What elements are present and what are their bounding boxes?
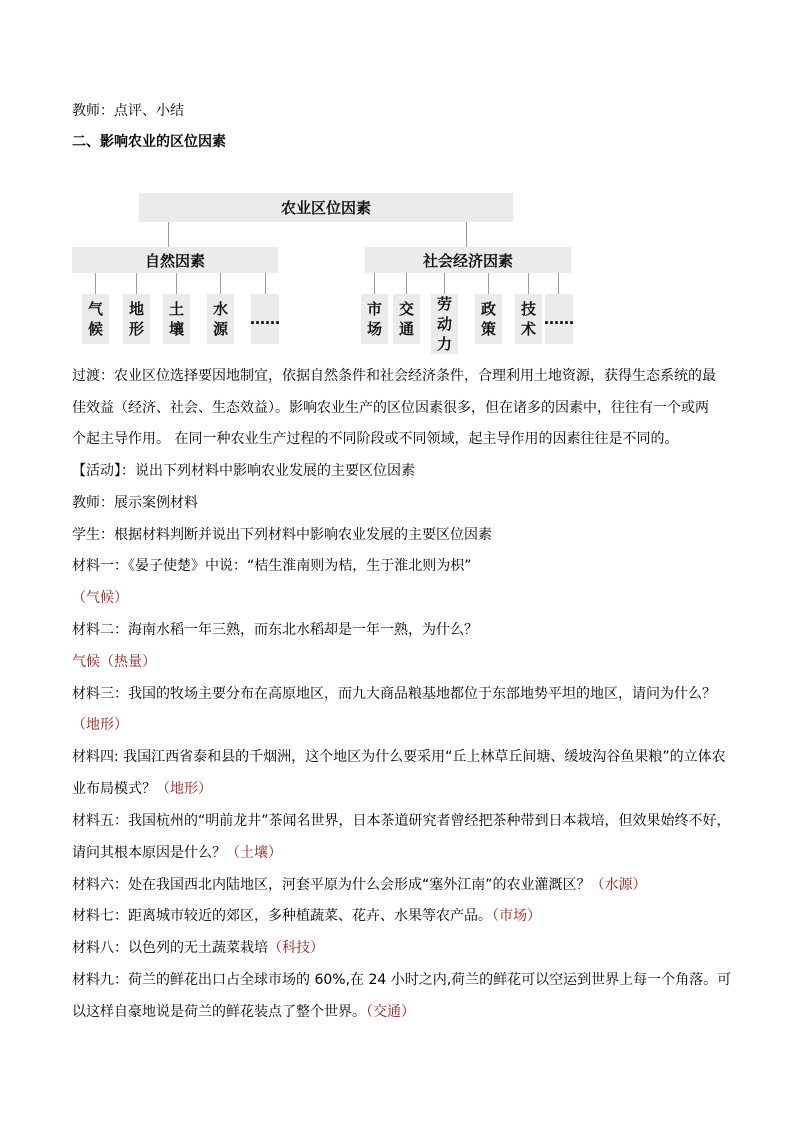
transition-line-1: 过渡：农业区位选择要因地制宜，依据自然条件和社会经济条件，合理利用土地资源，获得生态系统的最: [72, 368, 716, 384]
connector-line: [444, 273, 445, 294]
material-9-line-2: [72, 1002, 415, 1022]
connector-line: [558, 273, 559, 294]
teacher-comment-line: 教师：点评、小结: [72, 103, 184, 119]
material-8-text: 材料八：以色列的无土蔬菜栽培: [72, 940, 268, 956]
material-5-line-2: [72, 843, 282, 863]
material-6: [72, 875, 647, 895]
material-7: [72, 906, 541, 926]
material-4-answer: （地形）: [156, 781, 212, 797]
connector-line: [95, 273, 96, 294]
natural-item-more: ……: [251, 294, 279, 344]
material-9-text: 以这样自豪地说是荷兰的鲜花装点了整个世界。: [72, 1004, 366, 1020]
connector-line: [374, 273, 375, 294]
material-7-answer: （市场）: [492, 908, 541, 924]
material-1: 材料一：《晏子使楚》中说：“桔生淮南则为桔，生于淮北则为枳”: [72, 558, 472, 574]
social-item-transport: 交 通: [393, 294, 420, 344]
transition-line-2: 佳效益（经济、社会、生态效益）。影响农业生产的区位因素很多，但在诸多的因素中，往往有一个或两: [72, 400, 709, 416]
natural-factors-box: 自然因素: [72, 247, 278, 273]
material-8-answer: （科技）: [268, 940, 324, 956]
material-4-line-1: 材料四: 我国江西省泰和县的千烟洲，这个地区为什么要采用“丘上林草丘间塘、缓坡沟谷鱼果粮”的立体农: [72, 749, 726, 765]
social-item-market: 市 场: [361, 294, 388, 344]
material-3-answer: （地形）: [72, 717, 128, 733]
natural-item-terrain: 地 形: [123, 294, 150, 344]
connector-line: [136, 273, 137, 294]
social-factors-box: 社会经济因素: [365, 247, 571, 273]
material-4-text: 业布局模式？: [72, 781, 156, 797]
material-4-line-2: [72, 779, 212, 799]
student-line: 学生：根据材料判断并说出下列材料中影响农业发展的主要区位因素: [72, 527, 492, 543]
social-item-labor: 劳 动 力: [431, 294, 458, 354]
connector-line: [220, 273, 221, 294]
material-5-line-1: 材料五：我国杭州的“明前龙井”茶闻名世界，日本茶道研究者曾经把茶种带到日本栽培，但效果始终不好，: [72, 813, 731, 829]
social-item-policy: 政 策: [475, 294, 502, 344]
connector-line: [528, 273, 529, 294]
connector-line: [168, 222, 169, 247]
factor-diagram: [0, 0, 794, 360]
material-9-answer: （交通）: [366, 1004, 415, 1020]
material-8: [72, 938, 324, 958]
natural-item-climate: 气 候: [82, 294, 109, 344]
material-3: 材料三：我国的牧场主要分布在高原地区，而九大商品粮基地都位于东部地势平坦的地区，请问为什么？: [72, 686, 716, 702]
social-item-more: ……: [545, 294, 573, 344]
social-item-technology: 技 术: [515, 294, 542, 344]
material-7-text: 材料七：距离城市较近的郊区，多种植蔬菜、花卉、水果等农产品。: [72, 908, 492, 924]
material-9-line-1: 材料九：荷兰的鲜花出口占全球市场的 60%,在 24 小时之内,荷兰的鲜花可以空运到世界上每一个角落。可: [72, 972, 732, 988]
connector-line: [466, 222, 467, 247]
activity-line: 【活动】：说出下列材料中影响农业发展的主要区位因素: [72, 463, 415, 479]
connector-line: [406, 273, 407, 294]
connector-line: [176, 273, 177, 294]
section-title: 二、影响农业的区位因素: [72, 134, 226, 150]
teacher-line: 教师：展示案例材料: [72, 495, 198, 511]
material-5-answer: （土壤）: [226, 845, 282, 861]
natural-item-soil: 土 壤: [163, 294, 190, 344]
natural-item-water: 水 源: [207, 294, 234, 344]
material-5-text: 请问其根本原因是什么？: [72, 845, 226, 861]
material-6-answer: （水源）: [590, 877, 647, 893]
transition-line-3: 个起主导作用。 在同一种农业生产过程的不同阶段或不同领域，起主导作用的因素往往是不同的。: [72, 431, 679, 447]
connector-line: [488, 273, 489, 294]
material-1-answer: （气候）: [72, 590, 128, 606]
material-2-answer: 气候（热量）: [72, 654, 156, 670]
material-6-text: 材料六：处在我国西北内陆地区，河套平原为什么会形成“塞外江南”的农业灌溉区？: [72, 877, 591, 893]
material-2: 材料二：海南水稻一年三熟，而东北水稻却是一年一熟，为什么？: [72, 622, 478, 638]
connector-line: [265, 273, 266, 294]
diagram-root-box: 农业区位因素: [139, 193, 513, 222]
